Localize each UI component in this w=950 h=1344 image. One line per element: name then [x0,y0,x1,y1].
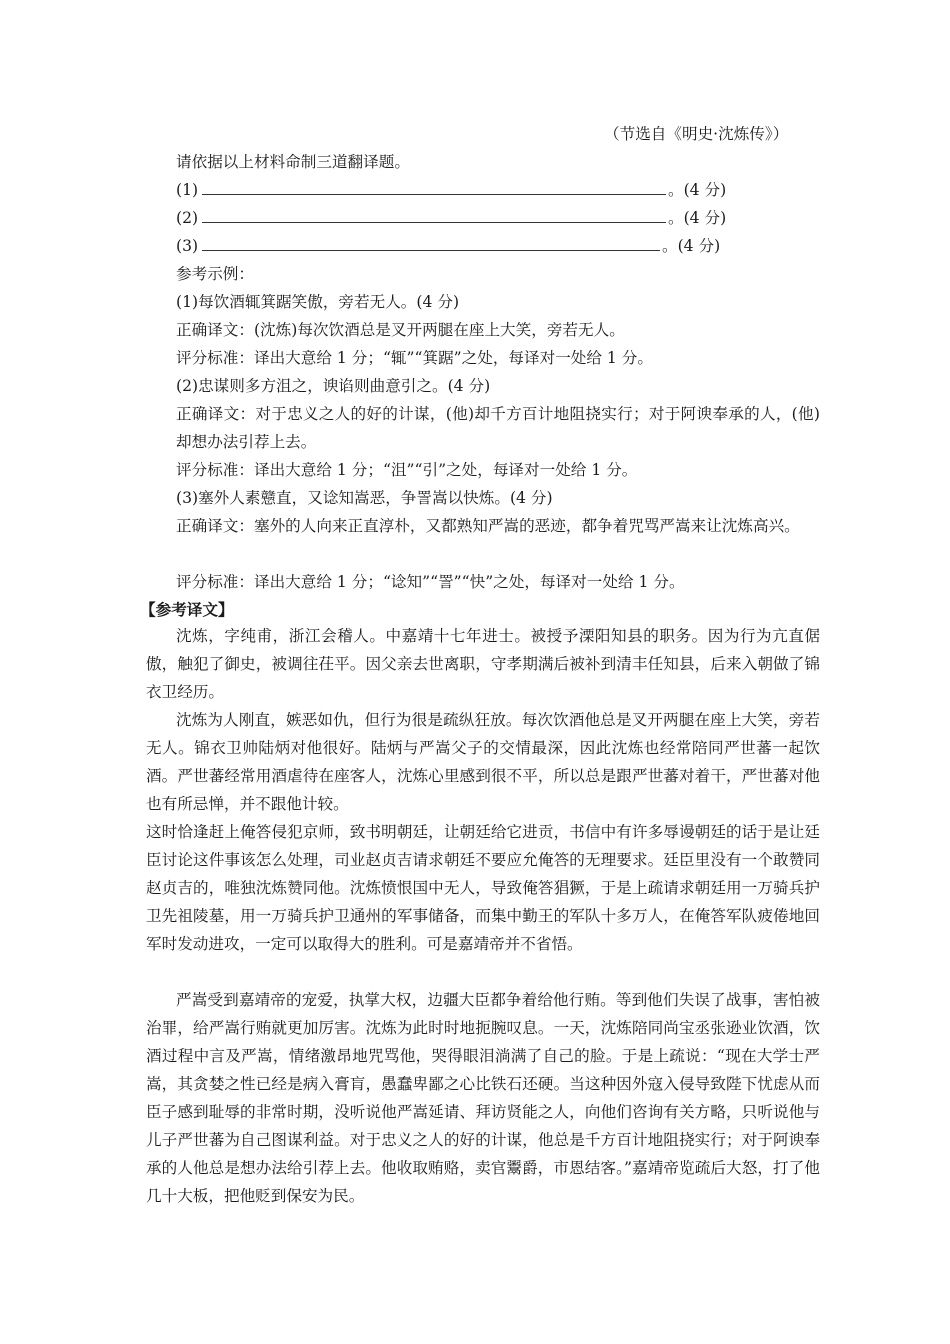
answer-blank-1[interactable] [176,180,726,200]
blank-score: 。(4 分) [668,209,727,227]
answer-blank-3[interactable] [176,236,720,256]
translation-paragraph-3: 这时恰逢赶上俺答侵犯京师，致书明朝廷，让朝廷给它进贡，书信中有许多辱谩朝廷的话于是让廷臣讨论这件事该怎么处理，司业赵贞吉请求朝廷不要应允俺答的无理要求。廷臣里没有一个敢赞同赵贞吉的，唯独沈炼赞同他。沈炼愤恨国中无人，导致俺答猖獗，于是上疏请求朝廷用一万骑兵护卫先祖陵墓，用一万骑兵护卫通州的军事储备，而集中勤王的军队十多万人，在俺答军队疲倦地回军时发动进攻，一定可以取得大的胜利。可是嘉靖帝并不省悟。 [146,823,820,953]
blank-number: (2) [176,209,199,227]
example-2-question: (2)忠谋则多方沮之，谀谄则曲意引之。(4 分) [176,377,491,395]
blank-score: 。(4 分) [668,181,727,199]
example-1-criteria: 评分标准：译出大意给 1 分；“辄”“箕踞”之处，每译对一处给 1 分。 [176,349,653,367]
translation-heading: 【参考译文】 [140,600,234,619]
example-3-translation: 正确译文：塞外的人向来正直淳朴，又都熟知严嵩的恶迹，都争着咒骂严嵩来让沈炼高兴。 [176,517,800,535]
example-1-translation: 正确译文：(沈炼)每次饮酒总是叉开两腿在座上大笑，旁若无人。 [176,321,625,339]
example-3-question: (3)塞外人素戆直，又谂知嵩恶，争詈嵩以快炼。(4 分) [176,489,553,507]
translation-paragraph-1: 沈炼，字纯甫，浙江会稽人。中嘉靖十七年进士。被授予溧阳知县的职务。因为行为亢直倨傲，触犯了御史，被调往茌平。因父亲去世离职，守孝期满后被补到清丰任知县，后来入朝做了锦衣卫经历。 [146,627,820,701]
answer-blank-2[interactable] [176,208,726,228]
blank-number: (3) [176,237,199,255]
translation-paragraph-4: 严嵩受到嘉靖帝的宠爱，执掌大权，边疆大臣都争着给他行贿。等到他们失误了战事，害怕被治罪，给严嵩行贿就更加厉害。沈炼为此时时地扼腕叹息。一天，沈炼陪同尚宝丞张逊业饮酒，饮酒过程中言及严嵩，情绪激昂地咒骂他，哭得眼泪淌满了自己的脸。于是上疏说：“现在大学士严嵩，其贪婪之性已经是病入膏肓，愚蠢卑鄙之心比铁石还硬。当这种因外寇入侵导致陛下忧虑从而臣子感到耻辱的非常时期，没听说他严嵩延请、拜访贤能之人，向他们咨询有关方略，只听说他与儿子严世蕃为自己图谋利益。对于忠义之人的好的计谋，他总是千方百计地阻挠实行；对于阿谀奉承的人他总是想办法给引荐上去。他收取贿赂，卖官鬻爵，市恩结客。”嘉靖帝览疏后大怒，打了他几十大板，把他贬到保安为民。 [146,991,820,1205]
example-3-criteria: 评分标准：译出大意给 1 分；“谂知”“詈”“快”之处，每译对一处给 1 分。 [176,573,685,591]
answer-line[interactable] [202,180,666,195]
example-2-translation: 正确译文：对于忠义之人的好的计谋，(他)却千方百计地阻挠实行；对于阿谀奉承的人，(他)却想办法引荐上去。 [176,405,820,451]
reference-heading: 参考示例： [176,265,254,283]
source-note: （节选自《明史·沈炼传》） [604,125,789,143]
example-2-criteria: 评分标准：译出大意给 1 分；“沮”“引”之处，每译对一处给 1 分。 [176,461,638,479]
answer-line[interactable] [202,208,666,223]
example-1-question: (1)每饮酒辄箕踞笑傲，旁若无人。(4 分) [176,293,460,311]
task-prompt: 请依据以上材料命制三道翻译题。 [176,153,410,171]
answer-line[interactable] [202,236,660,251]
blank-score: 。(4 分) [662,237,721,255]
blank-number: (1) [176,181,199,199]
translation-paragraph-2: 沈炼为人刚直，嫉恶如仇，但行为很是疏纵狂放。每次饮酒他总是叉开两腿在座上大笑，旁若无人。锦衣卫帅陆炳对他很好。陆炳与严嵩父子的交情最深，因此沈炼也经常陪同严世蕃一起饮酒。严世蕃经常用酒虐待在座客人，沈炼心里感到很不平，所以总是跟严世蕃对着干，严世蕃对他也有所忌惮，并不跟他计较。 [146,711,820,813]
